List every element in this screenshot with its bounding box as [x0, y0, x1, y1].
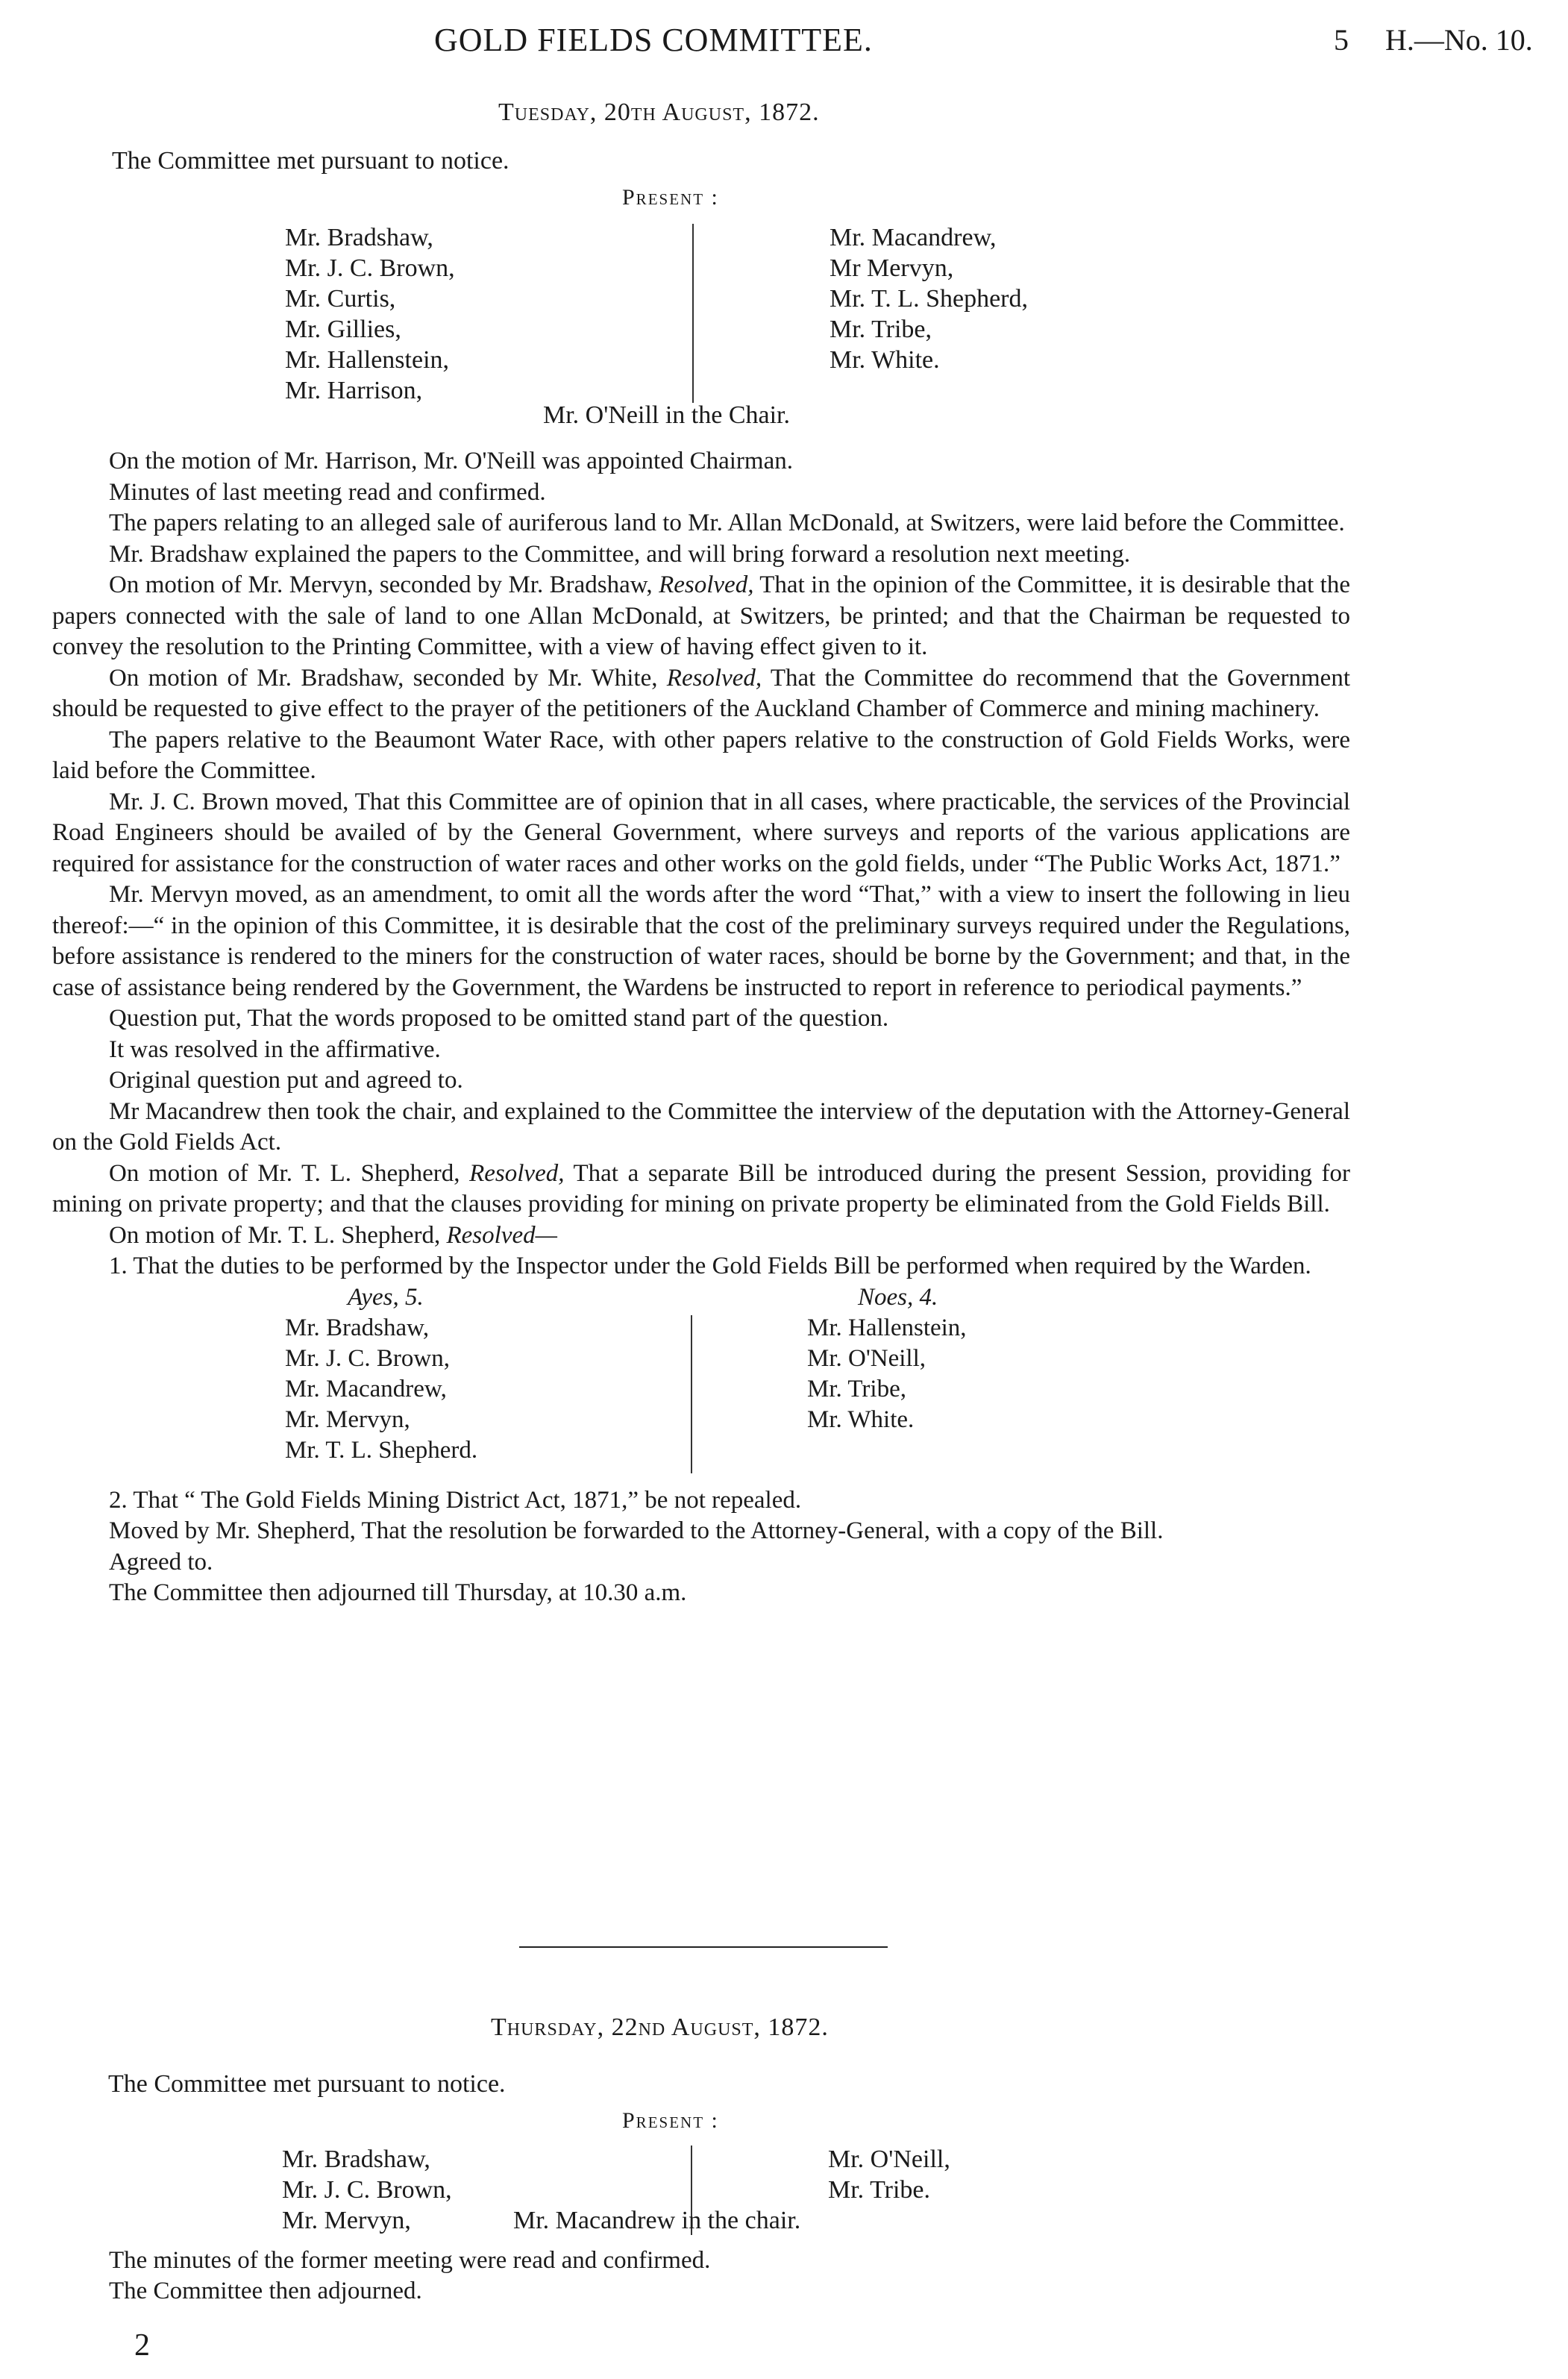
column-divider — [691, 1315, 692, 1473]
paragraph-text: That the Committee do recommend that the Government should be requested to give effect to the prayer of the petitioners of the Auckland Chamber of Commerce and mining machinery. — [52, 664, 1350, 722]
signature-mark: 2 — [134, 2328, 150, 2363]
member-name: Mr. Mervyn, — [282, 2207, 411, 2234]
meeting-intro: The Committee met pursuant to notice. — [112, 147, 509, 175]
noes-label: Noes, 4. — [858, 1283, 938, 1311]
paragraph: The papers relating to an alleged sale of auriferous land to Mr. Allan McDonald, at Switzers, were laid before the Committee. — [109, 510, 1345, 536]
paragraph: Original question put and agreed to. — [109, 1067, 463, 1094]
paragraph: Mr Macandrew then took the chair, and explained to the Committee the interview of the deputation with the Attorney-General on the Gold Fields Act. — [52, 1097, 1350, 1156]
member-name: Mr. O'Neill, — [828, 2146, 950, 2173]
meeting-intro: The Committee met pursuant to notice. — [108, 2070, 506, 2098]
page-number: 5 — [1334, 23, 1349, 57]
paragraph-text: On motion of Mr. T. L. Shepherd, — [109, 1159, 460, 1187]
paragraph: Minutes of last meeting read and confirmed. — [109, 478, 546, 506]
member-name: Mr. Macandrew, — [285, 1375, 447, 1402]
paragraph: On the motion of Mr. Harrison, Mr. O'Neill was appointed Chairman. — [109, 448, 793, 474]
paragraph: Mr. Bradshaw explained the papers to the Committee, and will bring forward a resolution next meeting. — [109, 540, 1131, 568]
paragraph-text: On motion of Mr. Bradshaw, seconded by Mr. White, — [109, 664, 658, 692]
paragraph — [52, 1220, 1350, 1252]
division-list — [52, 1282, 1350, 1485]
member-name: Mr. Tribe, — [807, 1375, 906, 1402]
page-title: GOLD FIELDS COMMITTEE. — [434, 22, 873, 58]
present-list-left — [282, 2144, 452, 2236]
member-name: Mr. Bradshaw, — [282, 2146, 430, 2173]
paragraph — [52, 1159, 1350, 1220]
member-name: Mr. Bradshaw, — [285, 224, 433, 251]
paragraph: The Committee then adjourned. — [109, 2278, 422, 2304]
member-name: Mr. Hallenstein, — [285, 346, 450, 374]
paper-reference: H.—No. 10. — [1385, 23, 1533, 57]
present-label: Present : — [622, 185, 719, 210]
present-list-right — [830, 222, 1028, 375]
paragraph — [52, 663, 1350, 725]
member-name: Mr. J. C. Brown, — [285, 1344, 450, 1372]
paragraph: The Committee then adjourned till Thursday, at 10.30 a.m. — [109, 1579, 687, 1606]
present-label: Present : — [622, 2108, 719, 2133]
noes-list — [807, 1313, 967, 1435]
member-name: Mr. Harrison, — [285, 377, 423, 404]
present-list-left — [285, 222, 455, 406]
paragraph-text: On motion of Mr. Mervyn, seconded by Mr. Bradshaw, — [109, 571, 653, 598]
member-name: Mr. Bradshaw, — [285, 1314, 430, 1341]
chair-statement: Mr. O'Neill in the Chair. — [543, 401, 790, 429]
resolved-word: Resolved, — [469, 1159, 565, 1187]
member-name: Mr. Gillies, — [285, 316, 401, 343]
member-name: Mr. O'Neill, — [807, 1344, 926, 1372]
paragraph: The papers relative to the Beaumont Water Race, with other papers relative to the construction of Gold Fields Works, were laid before the Committee. — [52, 726, 1350, 784]
member-name: Mr. White. — [807, 1405, 915, 1433]
paragraph: 2. That “ The Gold Fields Mining District Act, 1871,” be not repealed. — [109, 1486, 802, 1514]
section-divider — [519, 1946, 888, 1948]
paragraph-text: That in the opinion of the Committee, it is desirable that the papers connected with the sale of land to one Allan McDonald, at Switzers, be printed; and that the Chairman be requested to convey the resolution to the Printing Committee, with a view of having effect given to it. — [52, 571, 1350, 660]
paragraph: Moved by Mr. Shepherd, That the resolution be forwarded to the Attorney-General, with a copy of the Bill. — [109, 1517, 1164, 1544]
member-name: Mr Mervyn, — [830, 254, 954, 282]
paragraph: 1. That the duties to be performed by the Inspector under the Gold Fields Bill be performed when required by the Warden. — [109, 1253, 1311, 1279]
minutes-body — [52, 446, 1350, 1609]
paragraph: Mr. Mervyn moved, as an amendment, to omit all the words after the word “That,” with a view to insert the following in lieu thereof:—“ in the opinion of this Committee, it is desirable that the cost of the preliminary surveys required under the Regulations, before assistance is rendered to the miners for the construction of water races, should be borne by the Government; and that, in the case of assistance being rendered by the Government, the Wardens be instructed to report in reference to periodical payments.” — [52, 881, 1350, 1001]
member-name: Mr. J. C. Brown, — [285, 254, 455, 282]
paragraph: It was resolved in the affirmative. — [109, 1035, 441, 1063]
member-name: Mr. Tribe, — [830, 316, 932, 343]
paragraph: The minutes of the former meeting were read and confirmed. — [109, 2247, 711, 2274]
member-name: Mr. Mervyn, — [285, 1405, 410, 1433]
resolved-word: Resolved, — [666, 664, 762, 692]
paragraph: Agreed to. — [109, 1548, 213, 1576]
meeting-date: Thursday, 22nd August, 1872. — [491, 2013, 829, 2041]
ayes-label: Ayes, 5. — [348, 1283, 424, 1311]
chair-statement: Mr. Macandrew in the chair. — [513, 2207, 801, 2234]
meeting-date: Tuesday, 20th August, 1872. — [498, 98, 820, 126]
ayes-list — [285, 1313, 477, 1466]
member-name: Mr. White. — [830, 346, 940, 374]
minutes-body — [52, 2245, 1350, 2307]
column-divider — [692, 224, 694, 403]
paragraph-text: On motion of Mr. T. L. Shepherd, — [109, 1221, 441, 1249]
member-name: Mr. Curtis, — [285, 285, 396, 313]
member-name: Mr. Tribe. — [828, 2176, 930, 2204]
member-name: Mr. J. C. Brown, — [282, 2176, 452, 2204]
resolved-word: Resolved, — [659, 571, 754, 598]
resolved-word: Resolved— — [446, 1221, 557, 1249]
present-list-right — [828, 2144, 950, 2205]
paragraph: Mr. J. C. Brown moved, That this Committee are of opinion that in all cases, where practicable, the services of the Provincial Road Engineers should be availed of by the General Government, where surveys and reports of the various applications are required for assistance for the construction of water races and other works on the gold fields, under “The Public Works Act, 1871.” — [52, 788, 1350, 877]
member-name: Mr. Hallenstein, — [807, 1314, 967, 1341]
member-name: Mr. T. L. Shepherd, — [830, 285, 1028, 313]
member-name: Mr. T. L. Shepherd. — [285, 1436, 478, 1464]
paragraph: Question put, That the words proposed to be omitted stand part of the question. — [109, 1005, 889, 1032]
paragraph — [52, 570, 1350, 663]
paragraph-text: That a separate Bill be introduced during the present Session, providing for mining on private property; and that the clauses providing for mining on private property be eliminated from the Gold Fields Bill. — [52, 1159, 1351, 1217]
member-name: Mr. Macandrew, — [830, 224, 997, 251]
